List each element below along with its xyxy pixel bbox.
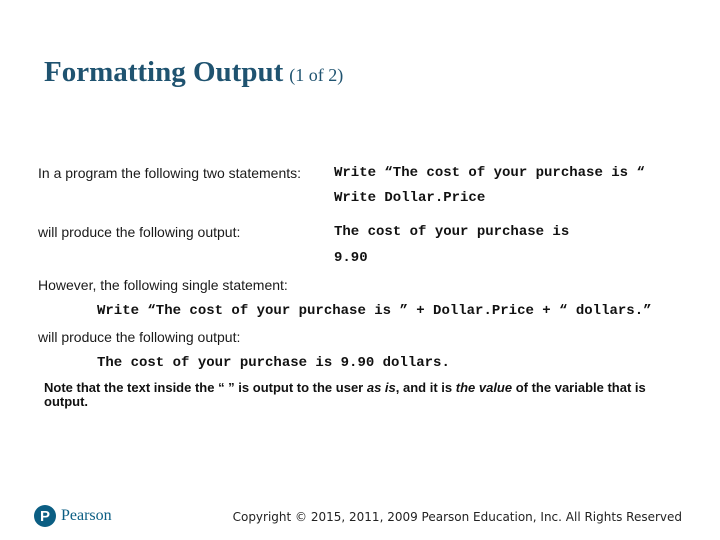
note-paragraph: [44, 381, 674, 409]
single-output-line: The cost of your purchase is 9.90 dollars.: [97, 355, 450, 371]
note-text-3: of the variable that is output.: [44, 380, 646, 409]
pearson-logo-text: Pearson: [61, 507, 112, 524]
single-statement-label: However, the following single statement:: [38, 277, 288, 293]
output-intro-label: will produce the following output:: [38, 224, 241, 240]
pearson-logo: [34, 505, 112, 527]
code-line-2: Write Dollar.Price: [334, 190, 486, 206]
copyright-text: Copyright © 2015, 2011, 2009 Pearson Education, Inc. All Rights Reserved: [232, 510, 682, 524]
note-emphasis-the-value: the value: [455, 380, 513, 395]
single-statement-code: Write “The cost of your purchase is ” + Dollar.Price + “ dollars.”: [97, 303, 652, 319]
note-text-1: Note that the text inside the “ ” is output to the user: [44, 380, 367, 395]
slide-title-sub: (1 of 2): [289, 65, 344, 85]
output-line-2: 9.90: [334, 250, 368, 266]
single-output-label: will produce the following output:: [38, 329, 241, 345]
statement-intro-label: In a program the following two statements:: [38, 165, 302, 181]
pearson-p-icon: P: [34, 505, 56, 527]
note-text-2: , and it is: [395, 380, 456, 395]
slide-title: [44, 56, 343, 89]
code-line-1: Write “The cost of your purchase is “: [334, 165, 645, 181]
slide-title-main: Formatting Output: [44, 56, 284, 88]
note-emphasis-as-is: as is: [366, 380, 396, 395]
output-line-1: The cost of your purchase is: [334, 224, 570, 240]
